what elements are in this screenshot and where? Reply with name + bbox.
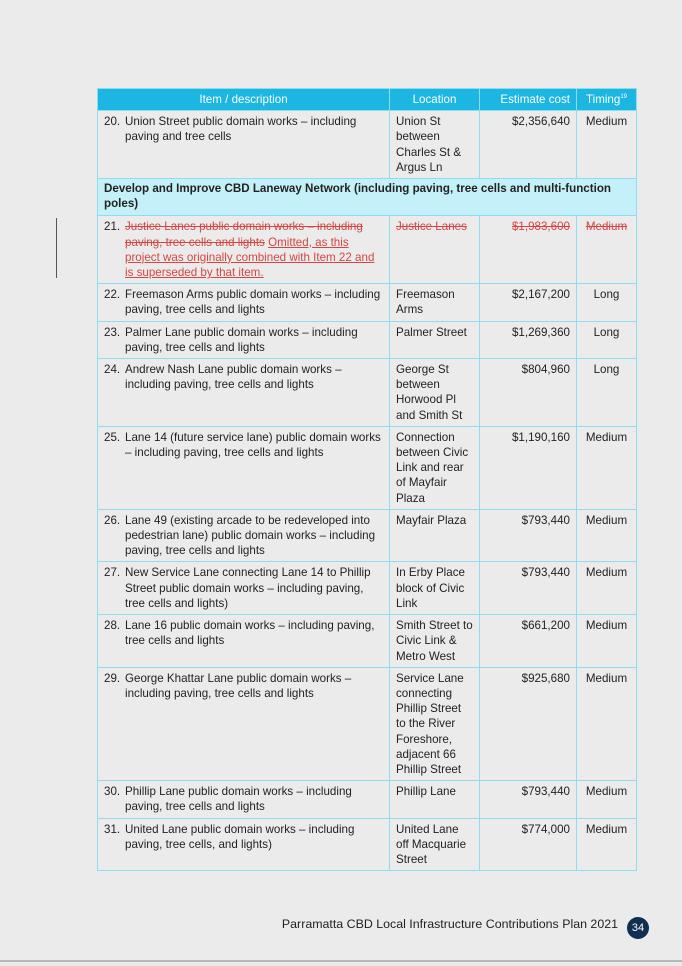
- item-number: 30.: [104, 785, 121, 799]
- table-row: [98, 359, 637, 427]
- item-cell: [98, 509, 390, 562]
- item-cell: [98, 562, 390, 615]
- location-cell: United Lane off Macquarie Street: [390, 818, 480, 871]
- cost-cell: $925,680: [480, 667, 577, 780]
- item-description: New Service Lane connecting Lane 14 to Phillip Street public domain works – including paving, tree cells and lights): [125, 566, 371, 610]
- timing-cell: [577, 216, 637, 284]
- document-footer-title: Parramatta CBD Local Infrastructure Contributions Plan 2021: [281, 917, 618, 931]
- cost-cell: $793,440: [480, 781, 577, 818]
- location-cell: Service Lane connecting Phillip Street to the River Foreshore, adjacent 66 Phillip Street: [390, 667, 480, 780]
- location-cell: Freemason Arms: [390, 284, 480, 321]
- table-row: [98, 667, 637, 780]
- item-description: United Lane public domain works – including paving, tree cells, and lights): [125, 822, 355, 851]
- table-row-20: [98, 111, 637, 179]
- location-cell: Mayfair Plaza: [390, 509, 480, 562]
- item-cell: [98, 284, 390, 321]
- revision-change-bar: [56, 218, 57, 278]
- item-number: 25.: [104, 430, 121, 444]
- cost-cell: $2,167,200: [480, 284, 577, 321]
- cost-cell: [480, 216, 577, 284]
- header-item-description: Item / description: [98, 89, 390, 111]
- item-description: Union Street public domain works – including paving and tree cells: [125, 115, 357, 144]
- item-number: 24.: [104, 363, 121, 377]
- timing-footnote-marker: 19: [620, 94, 628, 100]
- item-description: [125, 219, 383, 280]
- item-cell: [98, 216, 390, 284]
- timing-cell: Long: [577, 359, 637, 427]
- table-row: [98, 321, 637, 358]
- item-number: 21.: [104, 220, 121, 234]
- item-description: Andrew Nash Lane public domain works – including paving, tree cells and lights: [125, 363, 342, 392]
- timing-cell: Medium: [577, 667, 637, 780]
- cost-cell: $774,000: [480, 818, 577, 871]
- cost-cell: $804,960: [480, 359, 577, 427]
- item-number: 31.: [104, 822, 121, 836]
- item-cell: [98, 111, 390, 179]
- cost-cell: $661,200: [480, 615, 577, 668]
- struck-description: Justice Lanes public domain works – including paving, tree cells and lights: [125, 220, 363, 249]
- item-description: Lane 16 public domain works – including paving, tree cells and lights: [125, 619, 375, 648]
- timing-cell: Long: [577, 284, 637, 321]
- timing-cell: Medium: [577, 111, 637, 179]
- location-cell: Smith Street to Civic Link & Metro West: [390, 615, 480, 668]
- cost-cell: $2,356,640: [480, 111, 577, 179]
- item-description: Lane 49 (existing arcade to be redeveloped into pedestrian lane) public domain works – including paving, tree cells and lights: [125, 513, 376, 558]
- cost-cell: $793,440: [480, 562, 577, 615]
- cost-cell: $1,190,160: [480, 426, 577, 509]
- section-heading-row: [98, 179, 637, 216]
- header-estimate-cost: Estimate cost: [480, 89, 577, 111]
- struck-location: Justice Lanes: [396, 220, 467, 234]
- item-description: Freemason Arms public domain works – including paving, tree cells and lights: [125, 288, 381, 317]
- item-cell: [98, 818, 390, 871]
- table-row-21-omitted: [98, 216, 637, 284]
- timing-cell: Medium: [577, 781, 637, 818]
- timing-cell: Medium: [577, 509, 637, 562]
- item-description: Phillip Lane public domain works – including paving, tree cells and lights: [125, 785, 352, 814]
- location-cell: George St between Horwood Pl and Smith St: [390, 359, 480, 427]
- table-row: [98, 426, 637, 509]
- struck-timing: Medium: [585, 220, 628, 234]
- item-description: Lane 14 (future service lane) public domain works – including paving, tree cells and lights: [125, 430, 381, 460]
- struck-cost: $1,983,600: [511, 220, 570, 234]
- page-number-badge: 34: [627, 917, 649, 939]
- item-number: 20.: [104, 115, 121, 129]
- item-cell: [98, 781, 390, 818]
- location-cell: Phillip Lane: [390, 781, 480, 818]
- item-cell: [98, 359, 390, 427]
- item-cell: [98, 321, 390, 358]
- timing-cell: Medium: [577, 818, 637, 871]
- item-number: 22.: [104, 288, 121, 302]
- item-number: 28.: [104, 619, 121, 633]
- item-cell: [98, 615, 390, 668]
- location-cell: Palmer Street: [390, 321, 480, 358]
- timing-cell: Long: [577, 321, 637, 358]
- item-description: George Khattar Lane public domain works – including paving, tree cells and lights: [125, 671, 352, 700]
- item-cell: [98, 667, 390, 780]
- inserted-revision-note: Omitted, as this project was originally combined with Item 22 and is superseded by that item.: [125, 235, 375, 280]
- location-cell: In Erby Place block of Civic Link: [390, 562, 480, 615]
- item-number: 26.: [104, 513, 121, 527]
- table-row: [98, 284, 637, 321]
- header-location: Location: [390, 89, 480, 111]
- item-number: 27.: [104, 566, 121, 580]
- table-row: [98, 562, 637, 615]
- item-number: 29.: [104, 671, 121, 685]
- contributions-works-table: [97, 88, 637, 871]
- location-cell: Connection between Civic Link and rear of Mayfair Plaza: [390, 426, 480, 509]
- section-heading: Develop and Improve CBD Laneway Network (including paving, tree cells and multi-function poles): [98, 179, 637, 216]
- table-row: [98, 818, 637, 871]
- item-cell: [98, 426, 390, 509]
- item-description: Palmer Lane public domain works – including paving, tree cells and lights: [125, 325, 358, 354]
- cost-cell: $793,440: [480, 509, 577, 562]
- timing-cell: Medium: [577, 562, 637, 615]
- cost-cell: $1,269,360: [480, 321, 577, 358]
- table-row: [98, 615, 637, 668]
- item-number: 23.: [104, 325, 121, 339]
- header-timing: [577, 89, 637, 111]
- table-row: [98, 509, 637, 562]
- header-timing-label: Timing: [585, 93, 621, 106]
- table-row: [98, 781, 637, 818]
- timing-cell: Medium: [577, 426, 637, 509]
- location-cell: [390, 216, 480, 284]
- page-bottom-rule: [0, 960, 682, 962]
- timing-cell: Medium: [577, 615, 637, 668]
- table-header-row: [98, 89, 637, 111]
- location-cell: Union St between Charles St & Argus Ln: [390, 111, 480, 179]
